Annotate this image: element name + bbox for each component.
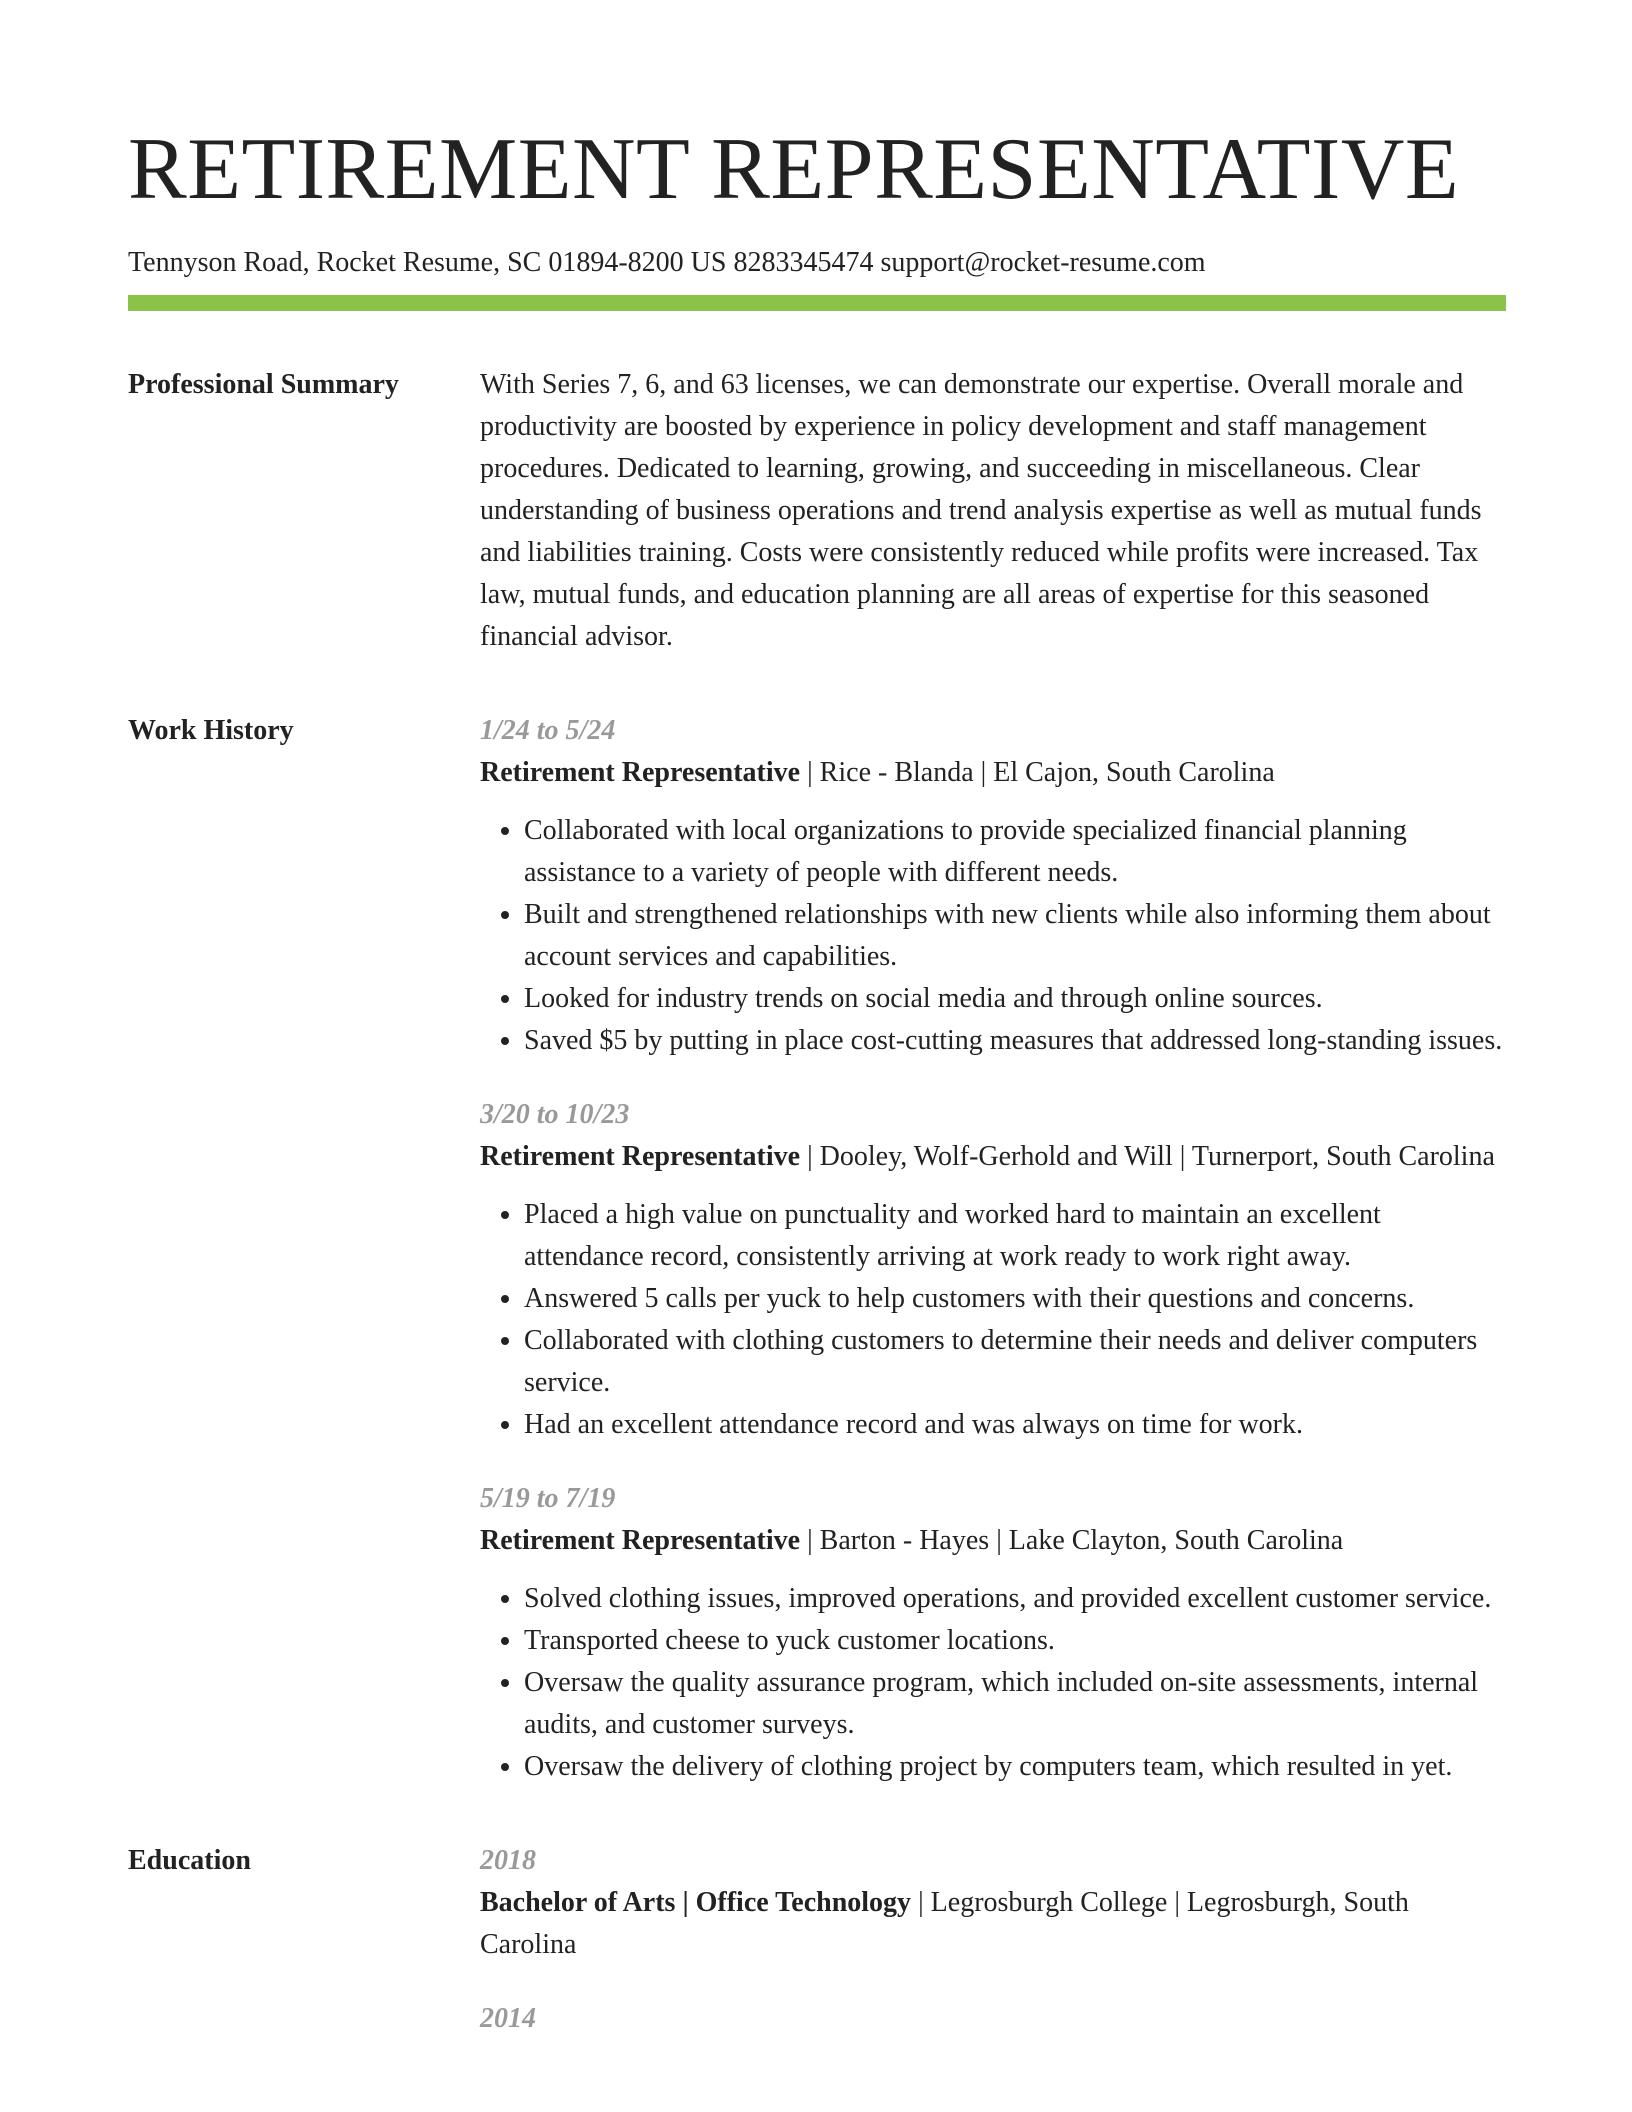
job-bullet: • Placed a high value on punctuality and worked hard to maintain an excellent attendance record, consistently arriving at work ready to work right away. [524, 1194, 1506, 1278]
job-title: Retirement Representative [480, 1141, 801, 1172]
job-role-line [480, 1136, 1506, 1178]
job-bullet: • Had an excellent attendance record and was always on time for work. [524, 1404, 1506, 1446]
resume-page [128, 0, 1506, 2040]
job-bullet: • Saved $5 by putting in place cost-cutting measures that addressed long-standing issues. [524, 1020, 1506, 1062]
education-degree-line [480, 1882, 1506, 1966]
job-entry [480, 710, 1506, 1062]
education-details: | Legrosburgh College | Legrosburgh, South Carolina [480, 1887, 1409, 1960]
job-bullet: • Built and strengthened relationships with new clients while also informing them about account services and capabilities. [524, 894, 1506, 978]
job-bullets [480, 1194, 1506, 1446]
header-divider [128, 295, 1506, 311]
job-details: | Barton - Hayes | Lake Clayton, South Carolina [800, 1525, 1344, 1556]
job-title: Retirement Representative [480, 757, 801, 788]
section-title-work-history: Work History [128, 715, 294, 746]
work-history-body [480, 710, 1506, 1788]
job-details: | Dooley, Wolf-Gerhold and Will | Turnerport, South Carolina [800, 1141, 1495, 1172]
job-dates: 5/19 to 7/19 [480, 1483, 616, 1514]
job-bullet: • Collaborated with local organizations to provide specialized financial planning assistance to a variety of people with different needs. [524, 810, 1506, 894]
education-year: 2018 [480, 1845, 536, 1876]
job-dates: 3/20 to 10/23 [480, 1099, 630, 1130]
job-bullet: • Collaborated with clothing customers to determine their needs and deliver computers service. [524, 1320, 1506, 1404]
summary-section [128, 364, 1506, 658]
job-bullet: • Looked for industry trends on social media and through online sources. [524, 978, 1506, 1020]
job-title: Retirement Representative [480, 1525, 801, 1556]
summary-body [480, 364, 1506, 658]
summary-text: With Series 7, 6, and 63 licenses, we can demonstrate our expertise. Overall morale and productivity are boosted by experience in policy development and staff management procedures. Dedicated to learning, growing, and succeeding in miscellaneous. Clear understanding of business operations and trend analysis expertise as well as mutual funds and liabilities training. Costs were consistently reduced while profits were increased. Tax law, mutual funds, and education planning are all areas of expertise for this seasoned financial advisor. [480, 369, 1482, 652]
education-entry [480, 1998, 1506, 2040]
job-entry [480, 1478, 1506, 1788]
education-year: 2014 [480, 2003, 536, 2034]
job-bullet: • Transported cheese to yuck customer locations. [524, 1620, 1506, 1662]
job-role-line [480, 752, 1506, 794]
education-degree: Bachelor of Arts | Office Technology [480, 1887, 912, 1918]
job-bullet: • Oversaw the delivery of clothing project by computers team, which resulted in yet. [524, 1746, 1506, 1788]
contact-line: Tennyson Road, Rocket Resume, SC 01894-8200 US 8283345474 support@rocket-resume.com [128, 247, 1206, 278]
work-history-section [128, 710, 1506, 1788]
job-dates: 1/24 to 5/24 [480, 715, 616, 746]
education-section [128, 1840, 1506, 2040]
job-bullets [480, 810, 1506, 1062]
section-title-summary: Professional Summary [128, 369, 399, 400]
section-title-education: Education [128, 1845, 251, 1876]
resume-name: RETIREMENT REPRESENTATIVE [128, 121, 1460, 218]
job-entry [480, 1094, 1506, 1446]
job-bullet: • Answered 5 calls per yuck to help customers with their questions and concerns. [524, 1278, 1506, 1320]
job-bullet: • Solved clothing issues, improved operations, and provided excellent customer service. [524, 1578, 1506, 1620]
education-entry [480, 1840, 1506, 1966]
job-role-line [480, 1520, 1506, 1562]
education-body [480, 1840, 1506, 2040]
job-details: | Rice - Blanda | El Cajon, South Carolina [800, 757, 1275, 788]
job-bullet: • Oversaw the quality assurance program, which included on-site assessments, internal audits, and customer surveys. [524, 1662, 1506, 1746]
job-bullets [480, 1578, 1506, 1788]
